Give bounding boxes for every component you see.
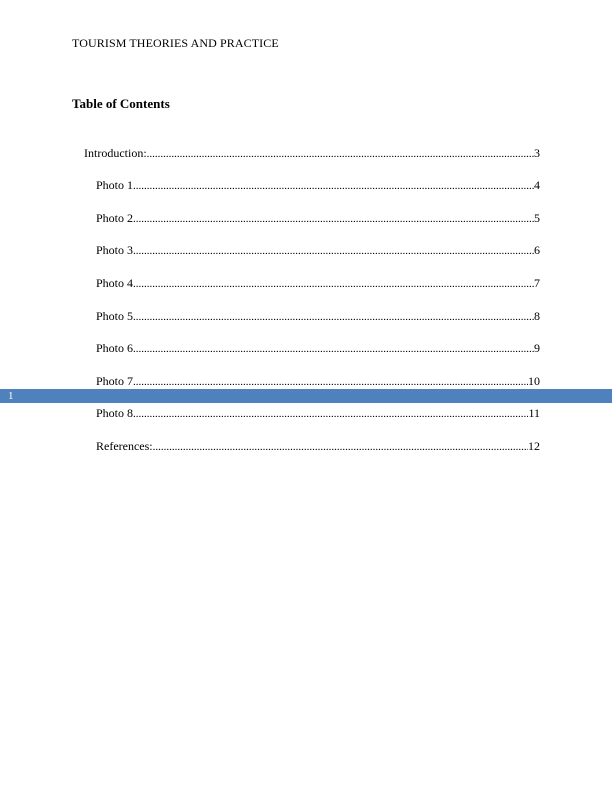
toc-dot-leader <box>153 440 528 453</box>
toc-entry-label: Introduction: <box>84 146 147 160</box>
page-number: 1 <box>8 390 14 402</box>
toc-entry-photo-5[interactable] <box>96 309 540 323</box>
toc-entry-page: 8 <box>534 309 540 323</box>
toc-entry-label: References: <box>96 439 153 453</box>
toc-entry-references[interactable] <box>96 439 540 453</box>
toc-entry-page: 3 <box>534 146 540 160</box>
toc-entry-label: Photo 4 <box>96 276 134 290</box>
toc-dot-leader <box>133 310 534 323</box>
toc-dot-leader <box>147 147 534 160</box>
toc-entry-label: Photo 6 <box>96 341 134 355</box>
toc-dot-leader <box>133 212 534 225</box>
toc-entry-photo-3[interactable] <box>96 243 540 257</box>
toc-entry-introduction[interactable] <box>84 146 540 160</box>
toc-entry-page: 4 <box>534 178 540 192</box>
toc-entry-page: 12 <box>528 439 540 453</box>
toc-entry-label: Photo 5 <box>96 309 134 323</box>
toc-entry-photo-1[interactable] <box>96 178 540 192</box>
toc-entry-photo-6[interactable] <box>96 341 540 355</box>
toc-entry-page: 5 <box>534 211 540 225</box>
toc-entry-page: 11 <box>528 406 540 420</box>
toc-entry-label: Photo 2 <box>96 211 134 225</box>
toc-entry-label: Photo 3 <box>96 243 134 257</box>
toc-entry-page: 6 <box>534 243 540 257</box>
running-head: TOURISM THEORIES AND PRACTICE <box>72 36 279 50</box>
toc-entry-photo-2[interactable] <box>96 211 540 225</box>
toc-entry-page: 7 <box>534 276 540 290</box>
toc-dot-leader <box>133 277 534 290</box>
toc-entry-photo-7[interactable] <box>96 374 540 388</box>
toc-entry-photo-4[interactable] <box>96 276 540 290</box>
toc-dot-leader <box>133 375 528 388</box>
toc-heading: Table of Contents <box>72 96 170 111</box>
toc-dot-leader <box>133 244 534 257</box>
toc-dot-leader <box>133 179 534 192</box>
toc-dot-leader <box>133 407 528 420</box>
toc-entry-page: 10 <box>528 374 540 388</box>
toc-entry-label: Photo 8 <box>96 406 134 420</box>
toc-entry-label: Photo 7 <box>96 374 134 388</box>
page-break-band <box>0 389 612 403</box>
toc-entry-page: 9 <box>534 341 540 355</box>
toc-dot-leader <box>133 342 534 355</box>
toc-entry-photo-8[interactable] <box>96 406 540 420</box>
toc-entry-label: Photo 1 <box>96 178 134 192</box>
